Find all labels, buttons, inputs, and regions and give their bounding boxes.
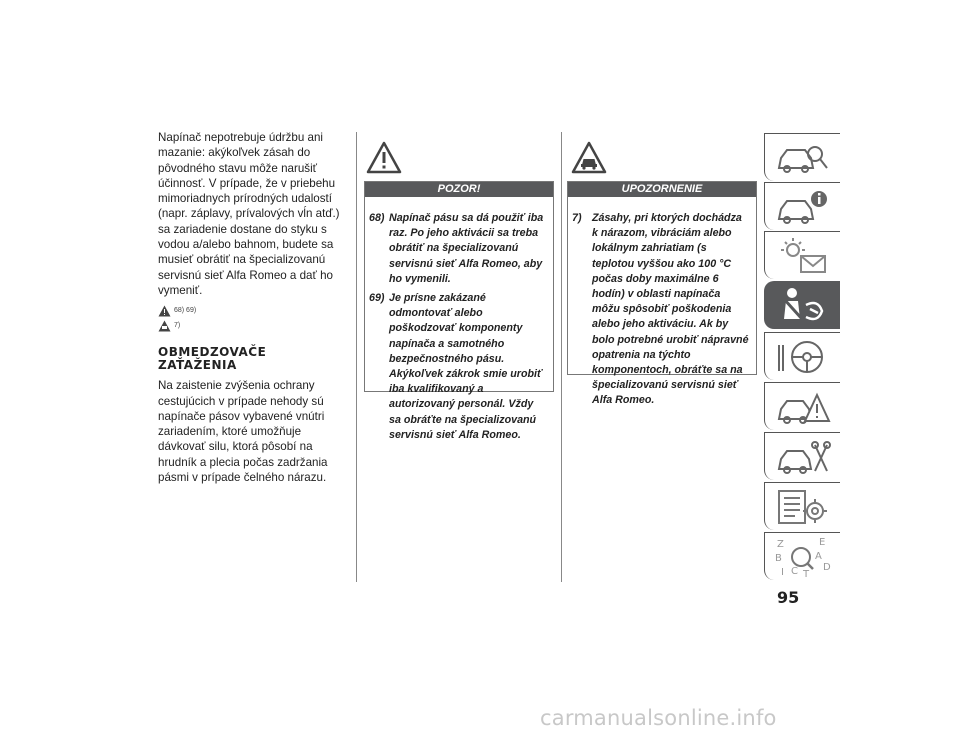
tab-emergency[interactable] bbox=[764, 382, 840, 430]
tab-technical-data[interactable] bbox=[764, 482, 840, 530]
caution-references bbox=[158, 319, 348, 332]
heading-line-2: ZAŤAŽENIA bbox=[158, 358, 237, 373]
car-hazard-icon bbox=[775, 387, 831, 427]
column-divider-2 bbox=[561, 132, 562, 582]
index-letter: Z bbox=[777, 539, 784, 550]
caution-car-small-icon bbox=[158, 320, 171, 332]
caution-item-number: 7) bbox=[572, 212, 582, 224]
caution-box bbox=[567, 181, 757, 407]
warning-item-text: Napínač pásu sa dá použiť iba raz. Po jeho aktivácii sa treba obrátiť na špecializovanú servisnú sieť Alfa Romeo, aby ho vymenili. bbox=[389, 212, 544, 285]
car-search-icon bbox=[775, 138, 831, 178]
main-text-column bbox=[158, 130, 348, 485]
warning-box-body bbox=[365, 197, 553, 457]
seatbelt-airbag-icon bbox=[774, 285, 830, 325]
tab-car-info[interactable] bbox=[764, 182, 840, 230]
paragraph-tensioner-maintenance: Napínač nepotrebuje údržbu ani mazanie: akýkoľvek zásah do pôvodného stavu môže narušiť účinnosť. V prípade, že v priebehu mimoriadnych prírodných udalostí (napr. záplavy, prívalových vĺn atď.) sa zariadenie dostane do styku s vodou a/alebo bahnom, budete sa musieť obrátiť na špecializovanú servisnú sieť Alfa Romeo a dať ho vymeniť. bbox=[158, 131, 340, 297]
paragraph-load-limiters: Na zaistenie zvýšenia ochrany cestujúcich v prípade nehody sú napínače pásov vybavené vnútri zariadením, ktoré umožňuje dávkovať silu, ktorá pôsobí na hrudník a plecia počas zadržania pásmi v prípade čelného nárazu. bbox=[158, 379, 328, 485]
heading-line-1: OBMEDZOVAČE bbox=[158, 345, 267, 360]
tab-car-search[interactable] bbox=[764, 133, 840, 181]
caution-box-title: UPOZORNENIE bbox=[568, 182, 756, 197]
index-letter: I bbox=[781, 567, 784, 577]
warning-item-number: 69) bbox=[369, 292, 385, 305]
caution-box-body bbox=[568, 197, 756, 423]
tab-safety[interactable] bbox=[764, 281, 840, 329]
car-tools-icon bbox=[775, 437, 831, 477]
alphabet-index-icon bbox=[775, 537, 831, 577]
warning-item-number: 68) bbox=[369, 212, 385, 224]
tab-steering[interactable] bbox=[764, 332, 840, 380]
tab-index[interactable] bbox=[764, 532, 840, 580]
caution-item-text: Zásahy, pri ktorých dochádza k nárazom, vibráciám alebo lokálnym zahriatiam (s teplotou vyššou ako 100 °C počas doby maximálne 6 hodín) v oblasti napínača môžu spôsobiť poškodenia alebo jeho aktiváciu. Ak by bolo potrebné urobiť nápravné opatrenia na týchto komponentoch, obráťte sa na špecializovanú servisnú sieť Alfa Romeo. bbox=[592, 212, 749, 407]
watermark[interactable]: carmanualsonline.info bbox=[540, 706, 777, 730]
index-letter: T bbox=[803, 569, 810, 577]
section-heading bbox=[158, 346, 348, 372]
caution-car-icon bbox=[571, 141, 607, 174]
steering-wheel-icon bbox=[775, 337, 831, 377]
tab-warning-lights[interactable] bbox=[764, 231, 840, 279]
index-letter: A bbox=[815, 551, 822, 562]
index-letter: E bbox=[819, 537, 826, 548]
warning-box-title: POZOR! bbox=[365, 182, 553, 197]
warning-box bbox=[364, 181, 554, 441]
tab-maintenance[interactable] bbox=[764, 432, 840, 480]
column-divider-1 bbox=[356, 132, 357, 582]
warning-light-message-icon bbox=[775, 236, 831, 276]
index-letter: B bbox=[775, 553, 782, 564]
index-letter: D bbox=[823, 562, 831, 573]
spec-sheet-icon bbox=[775, 487, 831, 527]
caution-reference-numbers[interactable]: 7) bbox=[174, 322, 181, 330]
warning-item bbox=[369, 291, 547, 443]
warning-references bbox=[158, 304, 348, 317]
warning-item-text: Je prísne zakázané odmontovať alebo poškodzovať komponenty napínača a samotného bezpečnostného pásu. Akýkoľvek zákrok smie urobiť iba kvalifikovaný a autorizovaný personál. Vždy sa obráťte na špecializovanú servisnú sieť Alfa Romeo. bbox=[389, 292, 543, 441]
index-letter: C bbox=[791, 566, 798, 577]
car-info-icon bbox=[775, 187, 831, 227]
warning-triangle-icon bbox=[366, 141, 402, 174]
page-number: 95 bbox=[777, 588, 800, 607]
warning-reference-numbers[interactable]: 68) 69) bbox=[174, 307, 197, 315]
caution-item bbox=[572, 211, 750, 409]
warning-triangle-small-icon bbox=[158, 305, 171, 317]
warning-item bbox=[369, 211, 547, 287]
